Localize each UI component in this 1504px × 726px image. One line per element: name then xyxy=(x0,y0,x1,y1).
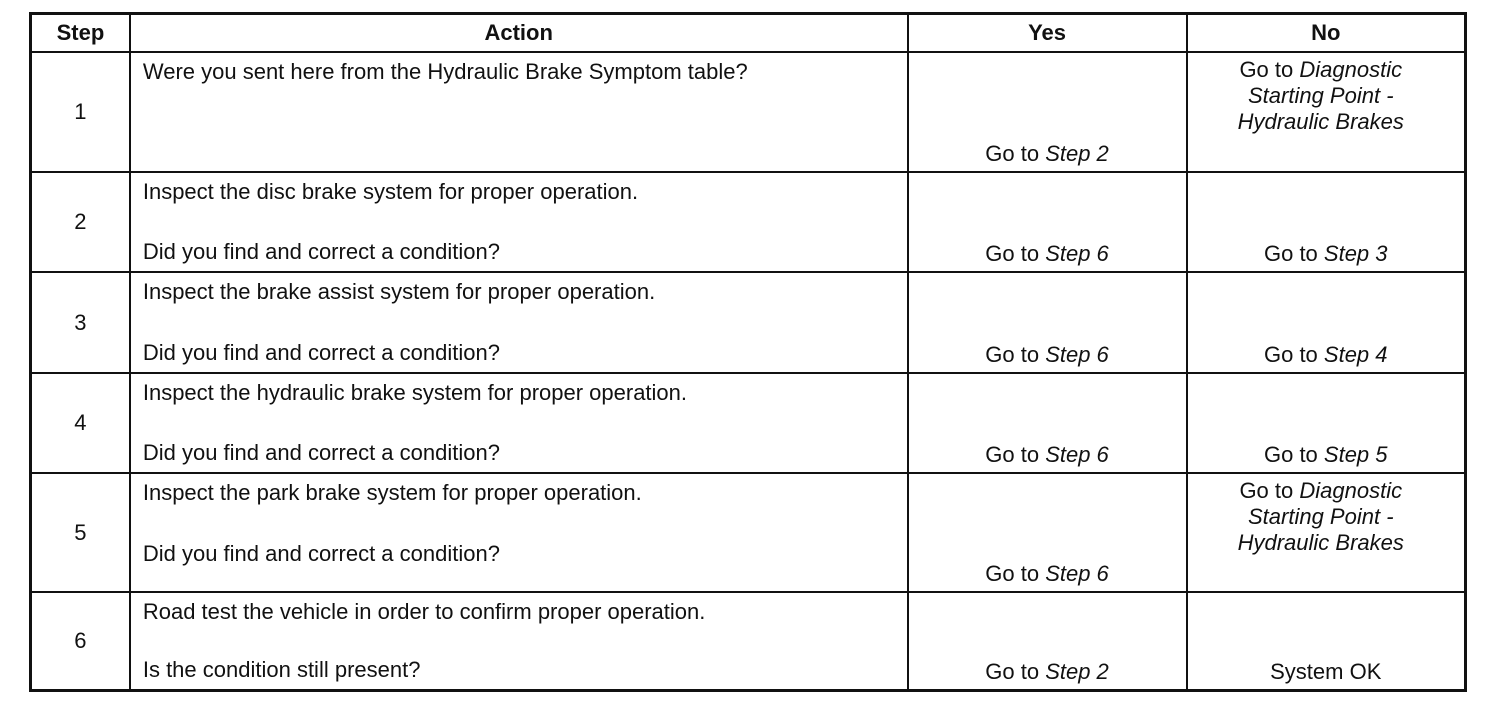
no-ref: Step 4 xyxy=(1323,342,1388,367)
no-cell xyxy=(1187,473,1466,592)
no-cell xyxy=(1187,373,1466,473)
question-text: Did you find and correct a condition? xyxy=(142,239,500,264)
yes-answer xyxy=(909,659,1186,685)
diagnostic-table xyxy=(29,12,1467,692)
table-row xyxy=(31,52,1466,172)
header-yes: Yes xyxy=(908,14,1187,53)
question-text: Did you find and correct a condition? xyxy=(142,541,500,566)
question-text: Did you find and correct a condition? xyxy=(142,340,500,365)
no-cell xyxy=(1187,272,1466,373)
yes-prefix: Go to xyxy=(985,342,1046,367)
table-row xyxy=(31,373,1466,473)
action-text: Inspect the park brake system for proper operation. xyxy=(142,480,642,505)
yes-cell xyxy=(908,272,1187,373)
yes-cell xyxy=(908,52,1187,172)
no-prefix: Go to xyxy=(1263,342,1324,367)
action-text: Inspect the disc brake system for proper operation. xyxy=(142,179,639,204)
yes-ref: Step 6 xyxy=(1045,561,1109,586)
action-cell xyxy=(130,592,908,690)
yes-answer xyxy=(909,241,1186,267)
no-answer xyxy=(1188,53,1464,135)
yes-ref: Step 2 xyxy=(1045,658,1109,684)
table-row xyxy=(31,592,1466,690)
no-ref: Step 5 xyxy=(1323,442,1388,467)
no-answer xyxy=(1188,474,1464,556)
no-prefix: Go to xyxy=(1239,57,1300,82)
no-cell xyxy=(1187,172,1466,272)
no-ref: Diagnostic Starting Point - Hydraulic Brakes xyxy=(1237,478,1404,555)
action-cell xyxy=(130,473,908,592)
action-cell xyxy=(130,373,908,473)
action-cell xyxy=(130,172,908,272)
action-cell xyxy=(130,272,908,373)
yes-answer xyxy=(909,561,1186,587)
step-number: 5 xyxy=(31,473,130,592)
no-prefix: Go to xyxy=(1239,478,1300,503)
yes-answer xyxy=(909,442,1186,468)
table-row xyxy=(31,272,1466,373)
table-row xyxy=(31,172,1466,272)
yes-ref: Step 6 xyxy=(1045,342,1109,367)
yes-prefix: Go to xyxy=(985,141,1046,166)
no-ref: Diagnostic Starting Point - Hydraulic Brakes xyxy=(1237,57,1404,134)
action-cell xyxy=(130,52,908,172)
no-cell xyxy=(1187,592,1466,690)
step-number: 4 xyxy=(31,373,130,473)
yes-cell xyxy=(908,172,1187,272)
action-text: Inspect the hydraulic brake system for proper operation. xyxy=(142,380,688,405)
question-text: Did you find and correct a condition? xyxy=(142,440,500,465)
yes-answer xyxy=(909,141,1186,167)
yes-prefix: Go to xyxy=(985,561,1046,586)
yes-prefix: Go to xyxy=(985,442,1046,467)
action-text: Were you sent here from the Hydraulic Brake Symptom table? xyxy=(142,59,748,84)
no-prefix: Go to xyxy=(1263,241,1324,266)
yes-cell xyxy=(908,473,1187,592)
yes-cell xyxy=(908,592,1187,690)
no-answer: System OK xyxy=(1270,658,1382,684)
action-text: Inspect the brake assist system for proper operation. xyxy=(142,279,656,304)
no-prefix: Go to xyxy=(1263,442,1324,467)
header-step: Step xyxy=(31,14,130,53)
no-answer xyxy=(1188,241,1464,267)
no-answer xyxy=(1188,342,1464,368)
yes-cell xyxy=(908,373,1187,473)
header-no: No xyxy=(1187,14,1466,53)
no-cell xyxy=(1187,52,1466,172)
header-action: Action xyxy=(130,14,908,53)
yes-answer xyxy=(909,342,1186,368)
yes-ref: Step 6 xyxy=(1045,241,1109,266)
step-number: 3 xyxy=(31,272,130,373)
yes-ref: Step 2 xyxy=(1045,141,1109,166)
step-number: 1 xyxy=(31,52,130,172)
yes-prefix: Go to xyxy=(985,658,1046,684)
no-ref: Step 3 xyxy=(1323,241,1388,266)
table-row xyxy=(31,473,1466,592)
header-row xyxy=(31,14,1466,53)
yes-prefix: Go to xyxy=(985,241,1046,266)
step-number: 6 xyxy=(31,592,130,690)
yes-ref: Step 6 xyxy=(1045,442,1109,467)
question-text: Is the condition still present? xyxy=(142,656,421,682)
step-number: 2 xyxy=(31,172,130,272)
action-text: Road test the vehicle in order to confirm proper operation. xyxy=(142,599,706,624)
no-answer xyxy=(1188,442,1464,468)
